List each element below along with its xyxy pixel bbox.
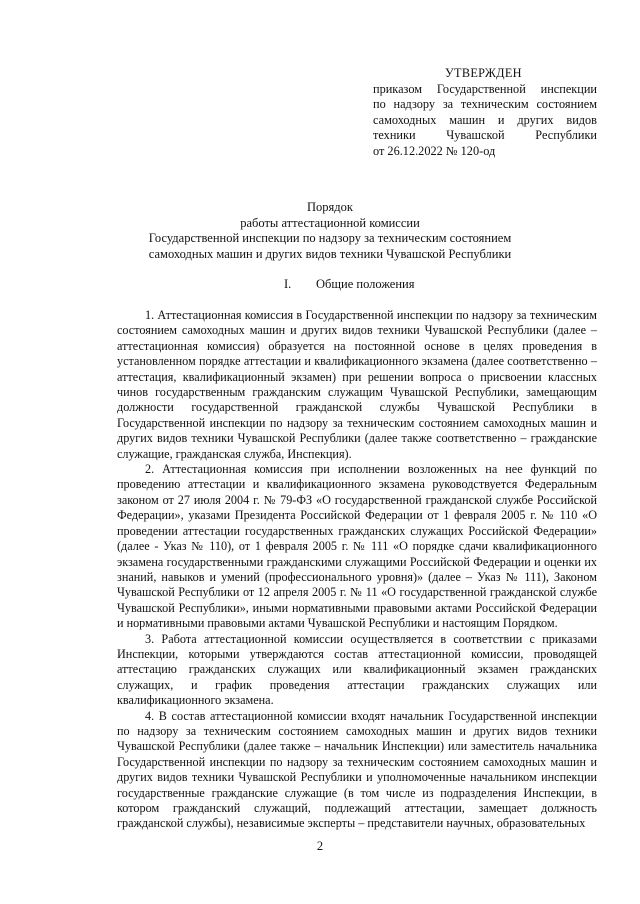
- approval-heading: УТВЕРЖДЕН: [445, 66, 522, 80]
- title-line: самоходных машин и других видов техники Чувашской Республики: [148, 246, 512, 261]
- title-line: Порядок: [307, 200, 353, 214]
- approval-stamp: [373, 66, 597, 159]
- section-name: Общие положения: [316, 277, 415, 291]
- page-number: 2: [316, 839, 324, 853]
- approval-line: техники Чувашской Республики: [373, 128, 597, 142]
- paragraph-2: 2. Аттестационная комиссия при исполнении возложенных на нее функций по проведению аттестации и квалификационного экзамена руководствуется Федеральным законом от 27 июля 2004 г. № 79-ФЗ «О государственной гражданской службе Российской Федерации», указами Президента Российской Федерации от 1 февраля 2005 г. № 110 «О проведении аттестации государственных гражданских служащих Российской Федерации» (далее - Указ № 110), от 1 февраля 2005 г. № 111 «О порядке сдачи квалификационного экзамена государственными гражданскими служащими Российской Федерации и оценки их знаний, навыков и умений (профессионального уровня)» (далее – Указ № 111), Законом Чувашской Республики от 12 апреля 2005 г. № 11 «О государственной гражданской службе Чувашской Республики», иными нормативными правовыми актами Российской Федерации и нормативными правовыми актами Чувашской Республики и настоящим Порядком.: [117, 462, 597, 631]
- paragraph-4: 4. В состав аттестационной комиссии входят начальник Государственной инспекции по надзору за техническим состоянием самоходных машин и других видов техники Чувашской Республики (далее также – начальник Инспекции) или заместитель начальника Государственной инспекции по надзору за техническим состоянием самоходных машин и других видов техники Чувашской Республики и уполномоченные начальником инспекции государственные гражданские служащие (в том числе из подразделения Инспекции, в котором гражданский служащий, подлежащий аттестации, замещает должность гражданской службы), независимые эксперты – представители научных, образовательных: [117, 708, 597, 831]
- section-number: I.: [284, 277, 292, 291]
- document-body: [117, 308, 597, 832]
- approval-date: от 26.12.2022 № 120-од: [373, 143, 496, 158]
- paragraph-1: 1. Аттестационная комиссия в Государственной инспекции по надзору за техническим состоянием самоходных машин и других видов техники Чувашской Республики (далее – аттестационная комиссия) образуется на постоянной основе в целях проведения в установленном порядке аттестации и квалификационного экзамена (далее соответственно – аттестация, квалификационный экзамен) при решении вопроса о присвоении классных чинов государственным гражданским служащим Чувашской Республики, замещающим должности государственной гражданской службы Чувашской Республики в Государственной инспекции по надзору за техническим состоянием самоходных машин и других видов техники Чувашской Республики (далее также соответственно – гражданские служащие, гражданская служба, Инспекция).: [117, 308, 597, 461]
- title-line: Государственной инспекции по надзору за техническим состоянием: [148, 231, 512, 245]
- approval-line: самоходных машин и других видов: [373, 112, 597, 127]
- approval-line: приказом Государственной инспекции: [373, 81, 597, 96]
- document-title: [60, 200, 600, 262]
- paragraph-3: 3. Работа аттестационной комиссии осуществляется в соответствии с приказами Инспекции, которыми утверждаются состав аттестационной комиссии, проводящей аттестацию гражданских служащих или квалификационный экзамен гражданских служащих, и график проведения аттестации гражданских служащих или квалификационного экзамена.: [117, 631, 597, 708]
- title-line: работы аттестационной комиссии: [240, 215, 420, 230]
- approval-line: по надзору за техническим состоянием: [373, 97, 597, 111]
